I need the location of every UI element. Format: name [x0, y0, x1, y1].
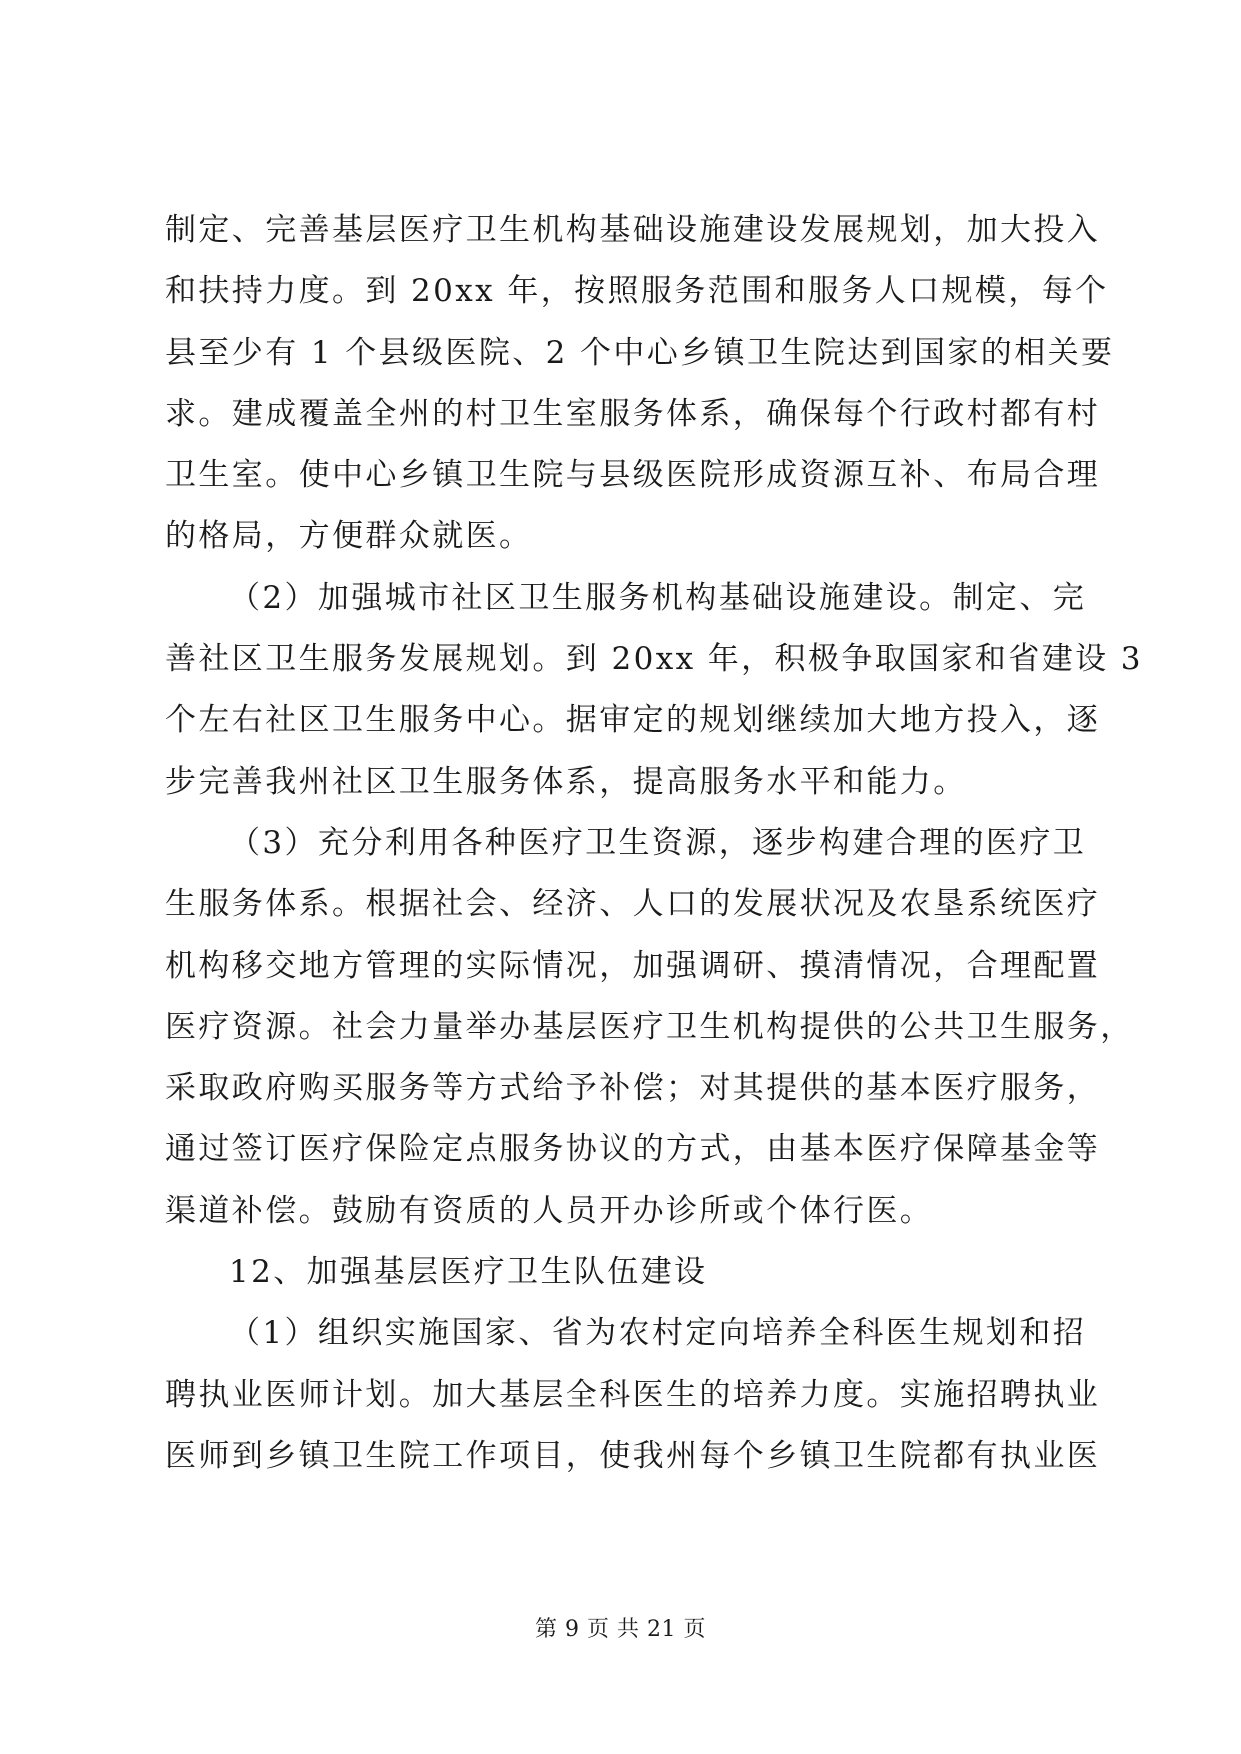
text-line: 生服务体系。根据社会、经济、人口的发展状况及农垦系统医疗 [165, 886, 1101, 923]
text-line: 卫生室。使中心乡镇卫生院与县级医院形成资源互补、布局合理 [165, 457, 1101, 494]
text-line: 机构移交地方管理的实际情况，加强调研、摸清情况，合理配置 [165, 947, 1101, 984]
text-line: 善社区卫生服务发展规划。到 20xx 年，积极争取国家和省建设 3 [165, 641, 1143, 678]
text-line: 和扶持力度。到 20xx 年，按照服务范围和服务人口规模，每个 [165, 273, 1109, 310]
paragraph-3-start: （3）充分利用各种医疗卫生资源，逐步构建合理的医疗卫 [229, 824, 1087, 861]
text-line: 采取政府购买服务等方式给予补偿；对其提供的基本医疗服务， [165, 1070, 1101, 1107]
text-line: 医师到乡镇卫生院工作项目，使我州每个乡镇卫生院都有执业医 [165, 1437, 1101, 1474]
text-line: 个左右社区卫生服务中心。据审定的规划继续加大地方投入，逐 [165, 702, 1101, 739]
paragraph-4-start: （1）组织实施国家、省为农村定向培养全科医生规划和招 [229, 1315, 1087, 1352]
text-line: 医疗资源。社会力量举办基层医疗卫生机构提供的公共卫生服务， [165, 1008, 1134, 1045]
text-line: 聘执业医师计划。加大基层全科医生的培养力度。实施招聘执业 [165, 1376, 1101, 1413]
text-line: 步完善我州社区卫生服务体系，提高服务水平和能力。 [165, 763, 967, 800]
page-number-footer: 第 9 页 共 21 页 [535, 1617, 706, 1642]
text-line: 求。建成覆盖全州的村卫生室服务体系，确保每个行政村都有村 [165, 395, 1101, 432]
text-line: 县至少有 1 个县级医院、2 个中心乡镇卫生院达到国家的相关要 [165, 334, 1115, 371]
text-line: 的格局，方便群众就医。 [165, 518, 533, 555]
text-line: 渠道补偿。鼓励有资质的人员开办诊所或个体行医。 [165, 1192, 934, 1229]
section-heading: 12、加强基层医疗卫生队伍建设 [229, 1254, 708, 1291]
text-line: 通过签订医疗保险定点服务协议的方式，由基本医疗保障基金等 [165, 1131, 1101, 1168]
text-line: 制定、完善基层医疗卫生机构基础设施建设发展规划，加大投入 [165, 212, 1101, 248]
paragraph-2-start: （2）加强城市社区卫生服务机构基础设施建设。制定、完 [229, 579, 1087, 616]
body-text [165, 200, 1143, 1487]
